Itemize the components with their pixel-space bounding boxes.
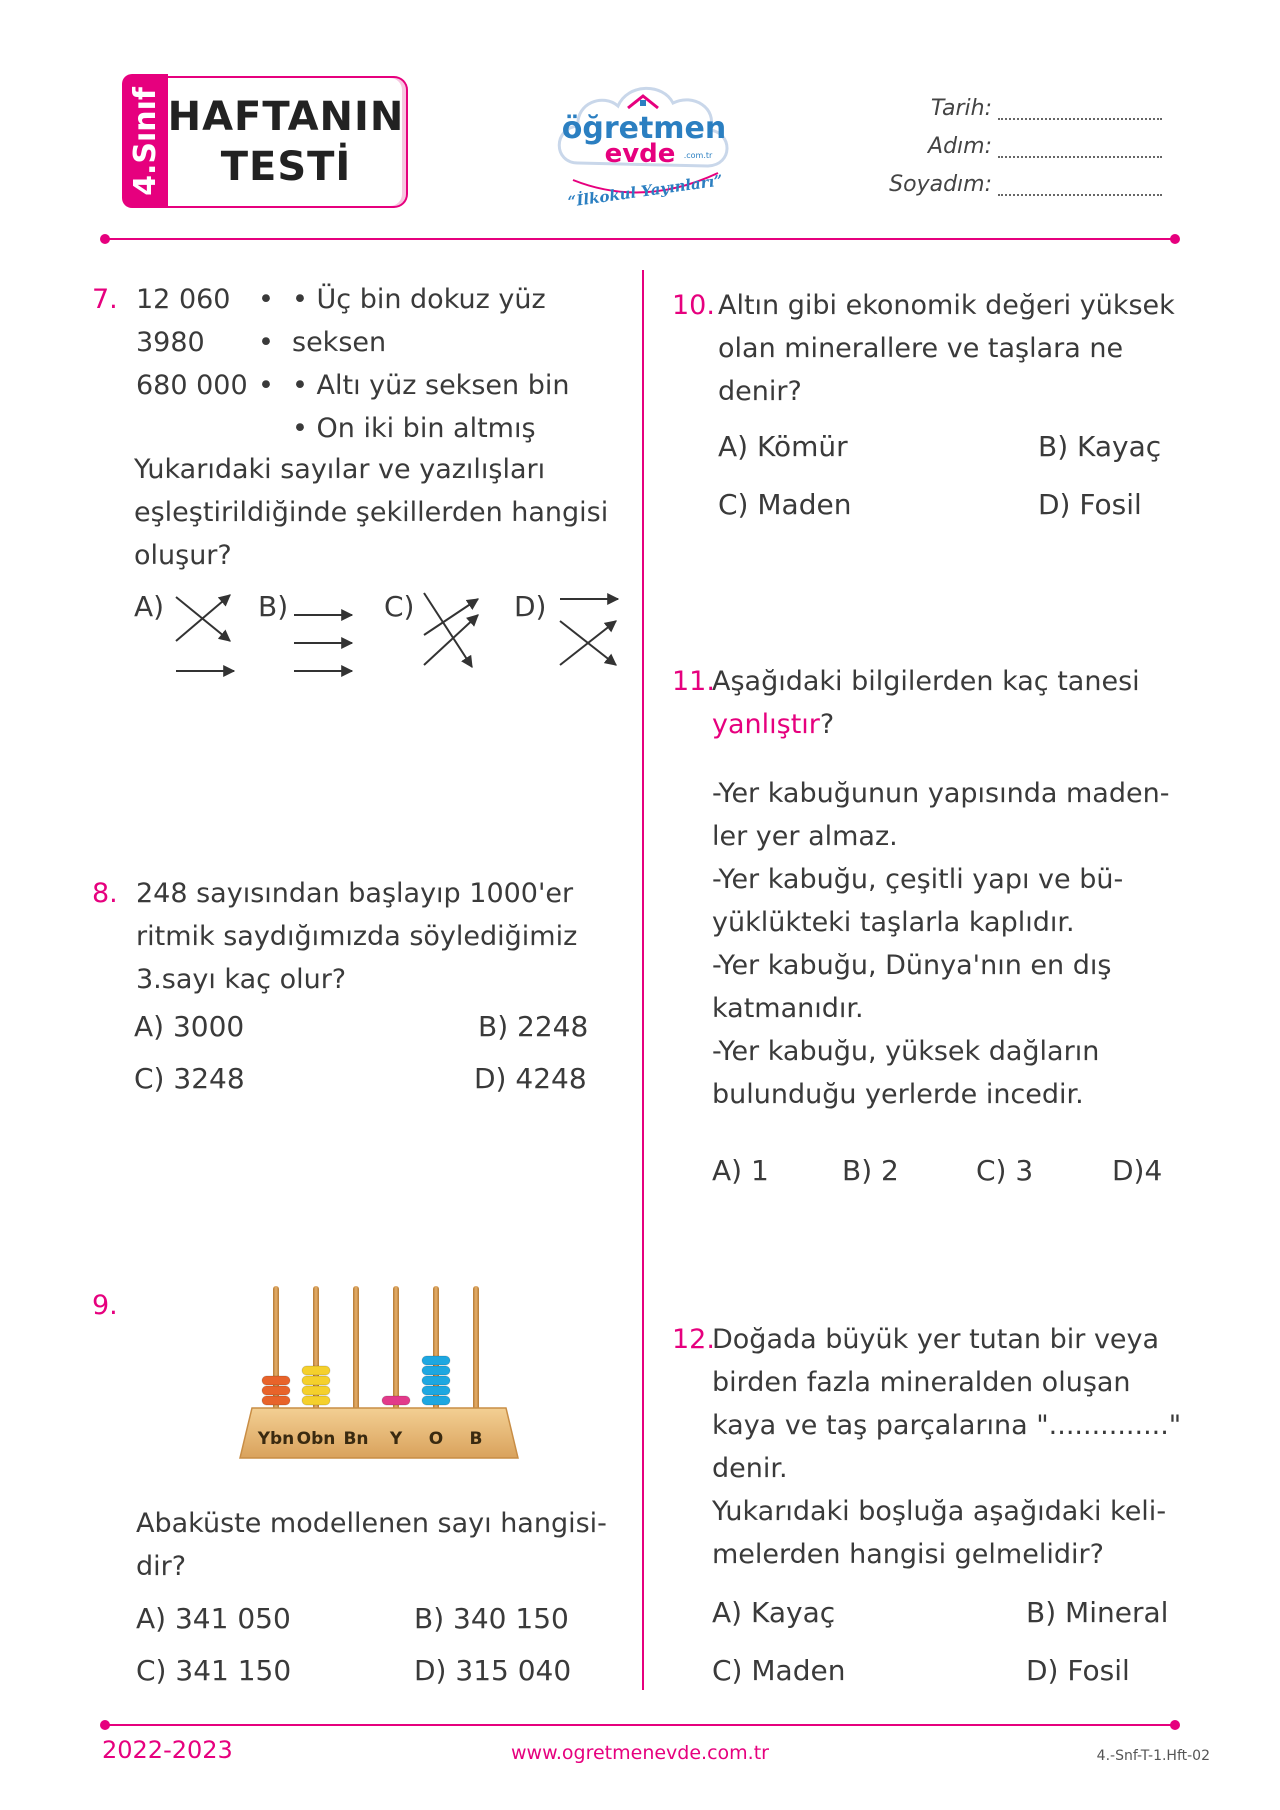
abacus-bead xyxy=(422,1396,450,1405)
column-divider xyxy=(642,270,644,1690)
q10-text: Altın gibi ekonomik değeri yüksek olan minerallere ve taşlara ne denir? xyxy=(718,290,1175,407)
abacus-bead xyxy=(302,1366,330,1375)
abacus-bead xyxy=(422,1366,450,1375)
list-item: ler yer almaz. xyxy=(712,821,898,852)
q11-option-a[interactable]: A) 1 xyxy=(712,1154,769,1187)
question-11 xyxy=(672,660,715,703)
name-blank[interactable] xyxy=(998,136,1162,158)
title-box xyxy=(166,76,408,208)
grade-tab xyxy=(122,74,168,208)
q11-statements xyxy=(712,772,1192,1116)
abacus-bead xyxy=(262,1396,290,1405)
q7-option-c[interactable]: C) xyxy=(384,590,415,623)
q12-option-c[interactable]: C) Maden xyxy=(712,1654,846,1687)
abacus-bead xyxy=(302,1396,330,1405)
question-7 xyxy=(92,278,118,321)
q10-option-c[interactable]: C) Maden xyxy=(718,488,852,521)
footer-url-link[interactable]: www.ogretmenevde.com.tr xyxy=(511,1742,769,1764)
surname-field[interactable] xyxy=(889,166,1162,204)
q7-words: • Üç bin dokuz yüz seksen • Altı yüz seksen bin • On iki bin altmış xyxy=(292,284,570,444)
q7-option-b-arrows-icon xyxy=(290,585,360,685)
question-9 xyxy=(92,1284,118,1327)
abacus-rod xyxy=(353,1286,359,1412)
surname-label: Soyadım: xyxy=(889,172,992,197)
name-field[interactable] xyxy=(889,128,1162,166)
q7-number: 680 000 xyxy=(136,370,248,401)
list-item: -Yer kabuğu, çeşitli yapı ve bü- xyxy=(712,864,1124,895)
question-number: 12. xyxy=(672,1324,715,1355)
question-number: 10. xyxy=(672,290,715,321)
question-number: 9. xyxy=(92,1290,118,1321)
footer-year: 2022-2023 xyxy=(102,1736,233,1764)
date-field[interactable] xyxy=(889,90,1162,128)
q7-word: Üç bin dokuz yüz seksen xyxy=(292,284,546,358)
abacus-bead xyxy=(422,1356,450,1365)
q7-option-a-arrows-icon xyxy=(170,585,240,685)
logo-line1: öğretmen xyxy=(561,111,727,146)
q7-word: On iki bin altmış xyxy=(316,413,536,444)
q8-text: 248 sayısından başlayıp 1000'er ritmik saydığımızda söylediğimiz 3.sayı kaç olur? xyxy=(136,878,578,995)
q7-dots-left: • • • xyxy=(258,284,274,401)
logo-line2: evde xyxy=(604,139,676,169)
q10-option-d[interactable]: D) Fosil xyxy=(1038,488,1142,521)
q8-option-b[interactable]: B) 2248 xyxy=(478,1010,589,1043)
q9-option-c[interactable]: C) 341 150 xyxy=(136,1654,292,1687)
q7-text: Yukarıdaki sayılar ve yazılışları eşleştirildiğinde şekillerden hangisi oluşur? xyxy=(134,454,609,571)
abacus-place-label: Obn xyxy=(296,1429,336,1449)
q12-option-a[interactable]: A) Kayaç xyxy=(712,1596,836,1629)
abacus-place-label: Y xyxy=(389,1429,403,1449)
q8-option-a[interactable]: A) 3000 xyxy=(134,1010,245,1043)
abacus-rod xyxy=(393,1286,399,1412)
q9-option-d[interactable]: D) 315 040 xyxy=(414,1654,572,1687)
q7-number: 12 060 xyxy=(136,284,231,315)
q7-option-c-arrows-icon xyxy=(420,585,490,685)
question-number: 7. xyxy=(92,284,118,315)
q11-option-b[interactable]: B) 2 xyxy=(842,1154,899,1187)
logo-tagline: “İlkokul Yayınları” xyxy=(566,171,724,211)
title-line1: HAFTANIN xyxy=(167,94,405,140)
q11-option-d[interactable]: D)4 xyxy=(1112,1154,1163,1187)
q12-option-d[interactable]: D) Fosil xyxy=(1026,1654,1130,1687)
abacus-place-label: O xyxy=(428,1429,444,1449)
abacus-figure xyxy=(234,1282,524,1482)
abacus-bead xyxy=(422,1386,450,1395)
q7-number: 3980 xyxy=(136,327,205,358)
logo-domain: .com.tr xyxy=(683,151,713,160)
student-info-fields xyxy=(889,90,1162,204)
abacus-place-label: Ybn xyxy=(257,1429,295,1449)
abacus-bead xyxy=(302,1386,330,1395)
question-10 xyxy=(672,284,715,327)
abacus-rod xyxy=(473,1286,479,1412)
q12-text: Doğada büyük yer tutan bir veya birden fazla mineralden oluşan kaya ve taş parçalarına ".............." denir. Yukarıdaki boşluğa aşağıdaki keli- melerden hangisi gelmelidir? xyxy=(712,1324,1182,1570)
q10-option-b[interactable]: B) Kayaç xyxy=(1038,430,1162,463)
list-item: -Yer kabuğu, yüksek dağların xyxy=(712,1036,1100,1067)
q11-text: Aşağıdaki bilgilerden kaç tanesi yanlıştır? xyxy=(712,666,1140,740)
date-blank[interactable] xyxy=(998,98,1162,120)
name-label: Adım: xyxy=(928,134,992,159)
title-line2: TESTİ xyxy=(220,144,352,190)
q7-option-a[interactable]: A) xyxy=(134,590,165,623)
question-number: 11. xyxy=(672,666,715,697)
abacus-bead xyxy=(262,1376,290,1385)
publisher-logo xyxy=(548,68,738,218)
q12-option-b[interactable]: B) Mineral xyxy=(1026,1596,1169,1629)
question-8 xyxy=(92,872,118,915)
cloud-logo-icon xyxy=(548,68,738,218)
test-badge xyxy=(122,74,412,208)
q8-option-d[interactable]: D) 4248 xyxy=(474,1062,587,1095)
q10-option-a[interactable]: A) Kömür xyxy=(718,430,848,463)
q7-option-d[interactable]: D) xyxy=(514,590,547,623)
list-item: -Yer kabuğu, Dünya'nın en dış xyxy=(712,950,1112,981)
abacus-bead xyxy=(262,1386,290,1395)
q7-word: Altı yüz seksen bin xyxy=(316,370,570,401)
q8-option-c[interactable]: C) 3248 xyxy=(134,1062,245,1095)
q9-text: Abaküste modellenen sayı hangisi- dir? xyxy=(136,1508,607,1582)
footer-divider xyxy=(104,1724,1176,1726)
q7-option-b[interactable]: B) xyxy=(258,590,289,623)
list-item: -Yer kabuğunun yapısında maden- xyxy=(712,778,1170,809)
footer-code: 4.-Snf-T-1.Hft-02 xyxy=(1096,1748,1210,1764)
surname-blank[interactable] xyxy=(998,174,1162,196)
q9-option-a[interactable]: A) 341 050 xyxy=(136,1602,291,1635)
q11-emphasis: yanlıştır xyxy=(712,709,820,740)
date-label: Tarih: xyxy=(930,96,992,121)
abacus-bead xyxy=(422,1376,450,1385)
abacus-place-label: Bn xyxy=(343,1429,369,1449)
grade-label: 4.Sınıf xyxy=(127,86,163,196)
abacus-bead xyxy=(382,1396,410,1405)
q7-numbers xyxy=(136,278,266,407)
abacus-place-label: B xyxy=(469,1429,483,1449)
list-item: yüklükteki taşlarla kaplıdır. xyxy=(712,907,1075,938)
abacus-bead xyxy=(302,1376,330,1385)
q11-option-c[interactable]: C) 3 xyxy=(976,1154,1034,1187)
question-12 xyxy=(672,1318,715,1361)
question-number: 8. xyxy=(92,878,118,909)
q9-option-b[interactable]: B) 340 150 xyxy=(414,1602,569,1635)
list-item: bulunduğu yerlerde incedir. xyxy=(712,1079,1084,1110)
header-divider xyxy=(104,238,1176,240)
q7-option-d-arrows-icon xyxy=(556,585,626,685)
list-item: katmanıdır. xyxy=(712,993,864,1024)
